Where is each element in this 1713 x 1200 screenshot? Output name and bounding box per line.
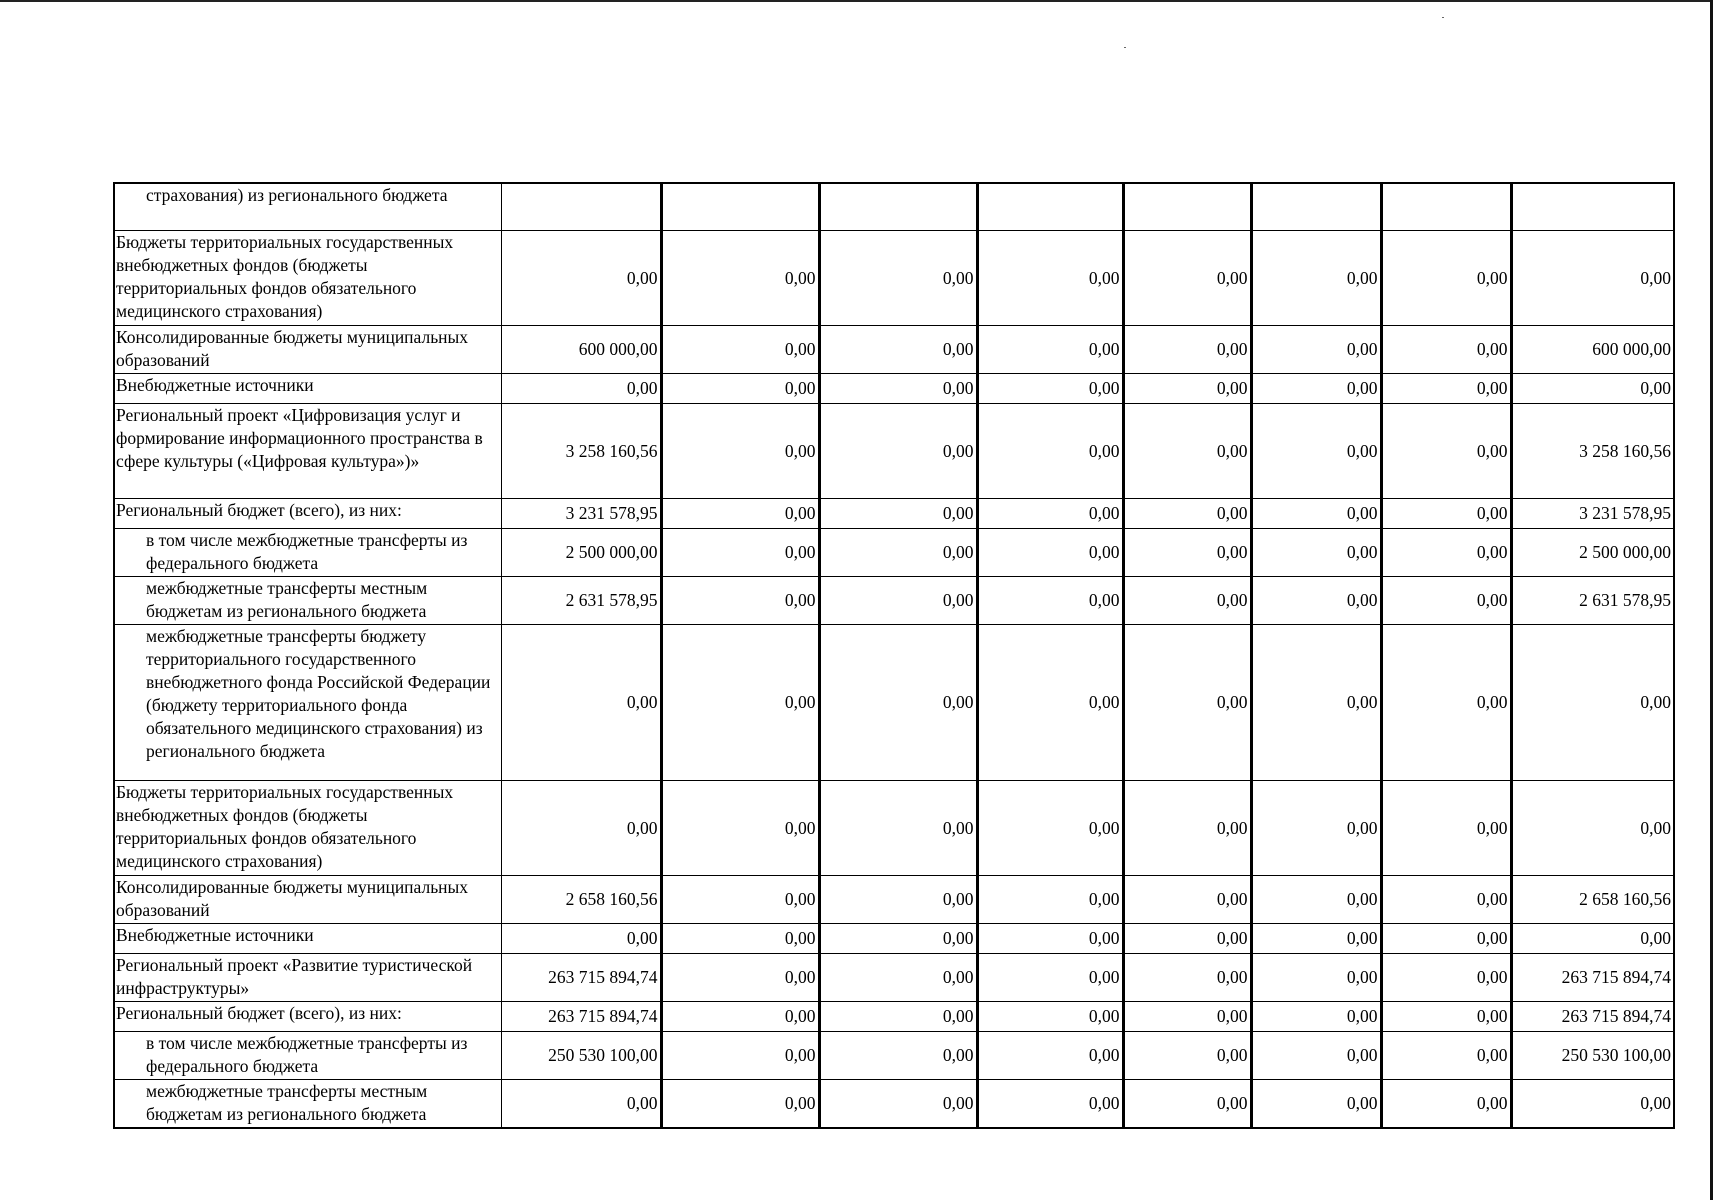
table-row	[114, 954, 1674, 1002]
row-total-cell: 600 000,00	[1511, 326, 1674, 374]
row-value-cell: 0,00	[1251, 499, 1381, 529]
row-value-cell: 0,00	[977, 1080, 1123, 1129]
row-value-cell: 0,00	[661, 1080, 819, 1129]
row-value-cell: 0,00	[1381, 625, 1511, 781]
row-value-cell: 0,00	[1123, 326, 1251, 374]
row-label: Внебюджетные источники	[114, 374, 501, 404]
row-label: Бюджеты территориальных государственных внебюджетных фондов (бюджеты территориальных фондов обязательного медицинского страхования)	[114, 231, 501, 326]
row-value-cell: 0,00	[1381, 499, 1511, 529]
row-value-cell: 0,00	[1123, 1032, 1251, 1080]
row-value-cell: 0,00	[977, 1002, 1123, 1032]
row-label: Консолидированные бюджеты муниципальных образований	[114, 326, 501, 374]
row-value-cell: 0,00	[1381, 374, 1511, 404]
row-label: в том числе межбюджетные трансферты из федерального бюджета	[114, 1032, 501, 1080]
row-value-cell: 0,00	[1123, 374, 1251, 404]
row-value-cell: 0,00	[501, 924, 661, 954]
row-value-cell: 0,00	[977, 374, 1123, 404]
row-value-cell: 3 258 160,56	[501, 404, 661, 499]
row-value-cell	[1381, 183, 1511, 231]
row-value-cell: 0,00	[1123, 529, 1251, 577]
row-value-cell: 0,00	[661, 781, 819, 876]
row-value-cell: 0,00	[1123, 1002, 1251, 1032]
scan-speck	[1124, 47, 1126, 48]
row-value-cell: 0,00	[1251, 326, 1381, 374]
row-value-cell: 250 530 100,00	[501, 1032, 661, 1080]
row-value-cell: 0,00	[1123, 404, 1251, 499]
row-value-cell: 0,00	[1123, 954, 1251, 1002]
row-value-cell: 0,00	[1123, 499, 1251, 529]
row-value-cell: 0,00	[977, 625, 1123, 781]
scan-border-top	[0, 0, 1713, 2]
row-value-cell: 0,00	[819, 374, 977, 404]
row-value-cell: 0,00	[819, 924, 977, 954]
row-value-cell: 0,00	[819, 876, 977, 924]
row-value-cell: 0,00	[1381, 529, 1511, 577]
row-value-cell: 0,00	[501, 231, 661, 326]
table-row	[114, 1002, 1674, 1032]
row-value-cell: 0,00	[819, 1002, 977, 1032]
row-value-cell: 2 631 578,95	[501, 577, 661, 625]
row-value-cell: 0,00	[1123, 1080, 1251, 1129]
row-value-cell: 0,00	[819, 529, 977, 577]
row-value-cell: 0,00	[661, 499, 819, 529]
row-value-cell: 0,00	[1381, 1002, 1511, 1032]
row-value-cell: 0,00	[977, 404, 1123, 499]
row-value-cell: 0,00	[661, 231, 819, 326]
row-value-cell: 0,00	[819, 954, 977, 1002]
row-label: межбюджетные трансферты местным бюджетам из регионального бюджета	[114, 1080, 501, 1129]
row-total-cell	[1511, 183, 1674, 231]
row-label: межбюджетные трансферты бюджету территориального государственного внебюджетного фонда Российской Федерации (бюджету территориального фонда обязательного медицинского страхования) из регионального бюджета	[114, 625, 501, 781]
row-total-cell: 0,00	[1511, 781, 1674, 876]
row-total-cell: 3 258 160,56	[1511, 404, 1674, 499]
row-value-cell: 0,00	[977, 924, 1123, 954]
row-total-cell: 2 658 160,56	[1511, 876, 1674, 924]
row-value-cell: 263 715 894,74	[501, 1002, 661, 1032]
row-value-cell: 0,00	[1381, 924, 1511, 954]
scan-speck	[1442, 17, 1444, 18]
row-value-cell: 0,00	[1123, 876, 1251, 924]
row-total-cell: 0,00	[1511, 924, 1674, 954]
row-value-cell	[501, 183, 661, 231]
row-value-cell: 0,00	[661, 326, 819, 374]
row-value-cell: 0,00	[977, 781, 1123, 876]
row-value-cell: 0,00	[1381, 781, 1511, 876]
row-value-cell: 0,00	[1381, 1032, 1511, 1080]
row-value-cell: 0,00	[661, 954, 819, 1002]
row-value-cell: 0,00	[661, 1002, 819, 1032]
row-value-cell: 0,00	[1123, 924, 1251, 954]
row-value-cell: 0,00	[819, 326, 977, 374]
table-row	[114, 529, 1674, 577]
row-value-cell: 0,00	[661, 577, 819, 625]
table-row	[114, 374, 1674, 404]
row-value-cell: 0,00	[1381, 954, 1511, 1002]
row-value-cell: 0,00	[661, 404, 819, 499]
row-label: Региональный бюджет (всего), из них:	[114, 499, 501, 529]
row-label: в том числе межбюджетные трансферты из федерального бюджета	[114, 529, 501, 577]
row-value-cell: 0,00	[977, 231, 1123, 326]
table-row	[114, 231, 1674, 326]
table-row	[114, 781, 1674, 876]
row-label: межбюджетные трансферты местным бюджетам из регионального бюджета	[114, 577, 501, 625]
row-value-cell	[819, 183, 977, 231]
row-label: Региональный бюджет (всего), из них:	[114, 1002, 501, 1032]
row-value-cell: 0,00	[1251, 625, 1381, 781]
row-value-cell: 0,00	[977, 529, 1123, 577]
row-total-cell: 0,00	[1511, 231, 1674, 326]
row-label: Региональный проект «Цифровизация услуг и формирование информационного пространства в сфере культуры («Цифровая культура»)»	[114, 404, 501, 499]
row-value-cell: 2 658 160,56	[501, 876, 661, 924]
row-value-cell	[1123, 183, 1251, 231]
row-value-cell: 0,00	[977, 326, 1123, 374]
budget-financing-table	[113, 182, 1675, 1129]
row-label: Консолидированные бюджеты муниципальных образований	[114, 876, 501, 924]
row-value-cell: 0,00	[1123, 577, 1251, 625]
row-value-cell: 0,00	[501, 625, 661, 781]
row-value-cell: 0,00	[819, 625, 977, 781]
row-value-cell: 0,00	[977, 499, 1123, 529]
row-label: Бюджеты территориальных государственных внебюджетных фондов (бюджеты территориальных фондов обязательного медицинского страхования)	[114, 781, 501, 876]
row-value-cell: 0,00	[501, 1080, 661, 1129]
row-value-cell: 0,00	[661, 924, 819, 954]
row-value-cell: 0,00	[1123, 781, 1251, 876]
row-value-cell: 0,00	[1381, 577, 1511, 625]
row-value-cell: 0,00	[501, 374, 661, 404]
row-value-cell: 0,00	[661, 876, 819, 924]
row-value-cell	[977, 183, 1123, 231]
row-value-cell: 0,00	[977, 954, 1123, 1002]
row-value-cell: 0,00	[1251, 1002, 1381, 1032]
row-value-cell	[661, 183, 819, 231]
row-value-cell: 0,00	[1123, 231, 1251, 326]
row-value-cell: 0,00	[501, 781, 661, 876]
row-total-cell: 0,00	[1511, 625, 1674, 781]
row-total-cell: 263 715 894,74	[1511, 1002, 1674, 1032]
row-value-cell: 0,00	[819, 1080, 977, 1129]
row-value-cell: 0,00	[661, 625, 819, 781]
row-value-cell: 0,00	[661, 1032, 819, 1080]
row-value-cell: 0,00	[1381, 876, 1511, 924]
row-value-cell	[1251, 183, 1381, 231]
row-value-cell: 0,00	[661, 529, 819, 577]
row-value-cell: 0,00	[1251, 231, 1381, 326]
table-row	[114, 924, 1674, 954]
table-row	[114, 1032, 1674, 1080]
row-value-cell: 0,00	[977, 1032, 1123, 1080]
row-value-cell: 0,00	[1251, 529, 1381, 577]
row-value-cell: 0,00	[1251, 781, 1381, 876]
table-row	[114, 183, 1674, 231]
row-value-cell: 0,00	[1251, 577, 1381, 625]
table-row	[114, 625, 1674, 781]
row-total-cell: 0,00	[1511, 374, 1674, 404]
row-value-cell: 0,00	[1123, 625, 1251, 781]
row-total-cell: 3 231 578,95	[1511, 499, 1674, 529]
row-total-cell: 263 715 894,74	[1511, 954, 1674, 1002]
table-row	[114, 326, 1674, 374]
row-value-cell: 0,00	[819, 231, 977, 326]
budget-table-body	[114, 183, 1674, 1128]
row-value-cell: 263 715 894,74	[501, 954, 661, 1002]
row-total-cell: 250 530 100,00	[1511, 1032, 1674, 1080]
row-value-cell: 0,00	[819, 781, 977, 876]
row-value-cell: 0,00	[1251, 374, 1381, 404]
row-value-cell: 0,00	[819, 1032, 977, 1080]
row-value-cell: 0,00	[1251, 924, 1381, 954]
row-value-cell: 0,00	[1251, 404, 1381, 499]
row-value-cell: 0,00	[977, 876, 1123, 924]
row-total-cell: 2 631 578,95	[1511, 577, 1674, 625]
table-row	[114, 1080, 1674, 1129]
row-value-cell: 0,00	[819, 499, 977, 529]
row-value-cell: 600 000,00	[501, 326, 661, 374]
row-value-cell: 0,00	[1251, 1080, 1381, 1129]
row-value-cell: 0,00	[977, 577, 1123, 625]
row-total-cell: 2 500 000,00	[1511, 529, 1674, 577]
row-label: страхования) из регионального бюджета	[114, 183, 501, 231]
table-row	[114, 876, 1674, 924]
row-value-cell: 0,00	[1251, 1032, 1381, 1080]
row-value-cell: 0,00	[819, 577, 977, 625]
row-value-cell: 0,00	[1381, 404, 1511, 499]
row-label: Внебюджетные источники	[114, 924, 501, 954]
table-row	[114, 577, 1674, 625]
row-value-cell: 0,00	[661, 374, 819, 404]
table-row	[114, 499, 1674, 529]
row-value-cell: 0,00	[1251, 876, 1381, 924]
table-row	[114, 404, 1674, 499]
row-value-cell: 3 231 578,95	[501, 499, 661, 529]
row-value-cell: 2 500 000,00	[501, 529, 661, 577]
row-value-cell: 0,00	[1381, 231, 1511, 326]
row-total-cell: 0,00	[1511, 1080, 1674, 1129]
row-value-cell: 0,00	[819, 404, 977, 499]
row-value-cell: 0,00	[1251, 954, 1381, 1002]
row-value-cell: 0,00	[1381, 1080, 1511, 1129]
row-value-cell: 0,00	[1381, 326, 1511, 374]
row-label: Региональный проект «Развитие туристической инфраструктуры»	[114, 954, 501, 1002]
